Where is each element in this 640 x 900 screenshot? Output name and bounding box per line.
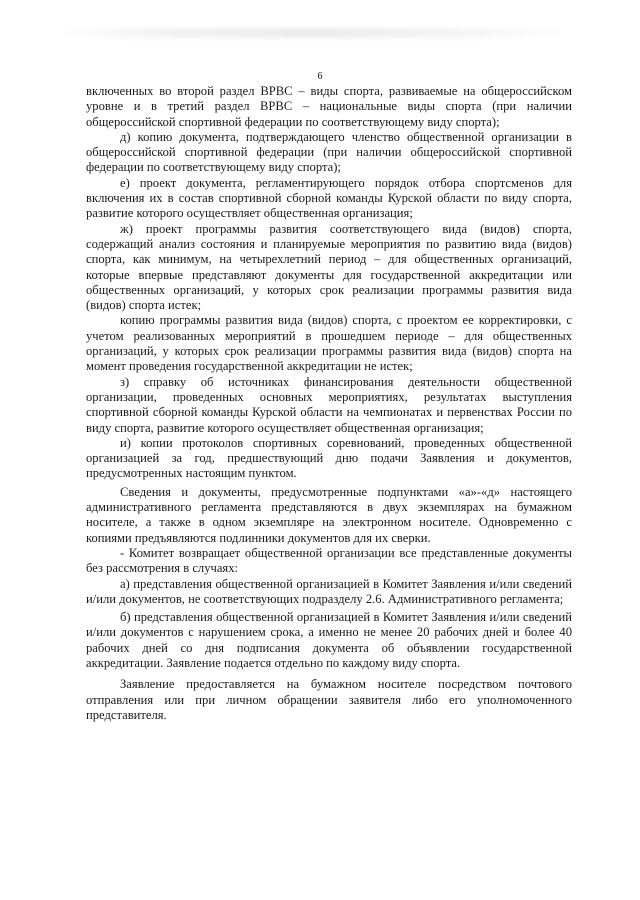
paragraph-item-d: д) копию документа, подтверждающего членство общественной организации в общероссийской спортивной федерации (при наличии общероссийской спортивной федерации по соответствующему виду спорта); bbox=[86, 129, 572, 175]
paragraph-documents-info: Сведения и документы, предусмотренные подпунктами «а»-«д» настоящего административного регламента представляются в двух экземплярах на бумажном носителе, а также в одном экземпляре на электронном носителе. Одновременно с копиями предъявляются подлинники документов для их сверки. bbox=[86, 484, 572, 545]
paragraph-program-copy: копию программы развития вида (видов) спорта, с проектом ее корректировки, с учетом реализованных мероприятий в прошедшем периоде – для общественных организаций, у которых срок реализации программы развития вида (видов) спорта на момент проведения государственной аккредитации не истек; bbox=[86, 313, 572, 374]
scan-artifact bbox=[60, 28, 570, 38]
paragraph-case-b: б) представления общественной организацией в Комитет Заявления и/или сведений и/или документов с нарушением срока, а именно не менее 20 рабочих дней и более 40 рабочих дней со дня подписания документа об объявлении государственной аккредитации. Заявление подается отдельно по каждому виду спорта. bbox=[86, 610, 572, 670]
paragraph-item-z: з) справку об источниках финансирования деятельности общественной организации, проведенных основных мероприятиях, результатах выступления спортивной сборной команды Курской области на чемпионатах и первенствах России по виду спорта, развитие которого осуществляет общественная организация; bbox=[86, 374, 572, 435]
paragraph-item-e: е) проект документа, регламентирующего порядок отбора спортсменов для включения их в состав спортивной сборной команды Курской области по виду спорта, развитие которого осуществляет общественная организация; bbox=[86, 175, 572, 221]
document-body bbox=[86, 84, 572, 723]
paragraph-item-zh: ж) проект программы развития соответствующего вида (видов) спорта, содержащий анализ состояния и планируемые мероприятия по развитию вида (видов) спорта, как минимум, на четырехлетний период – для общественных организаций, которые впервые представляют документы для государственной аккредитации или общественных организаций, у которых срок реализации программы развития вида (видов) спорта истек; bbox=[86, 221, 572, 313]
page-number: 6 bbox=[317, 71, 323, 82]
paragraph-continuation: включенных во второй раздел ВРВС – виды спорта, развиваемые на общероссийском уровне и в третий раздел ВРВС – национальные виды спорта (при наличии общероссийской спортивной федерации по соответствующему виду спорта); bbox=[86, 84, 572, 129]
paragraph-submission: Заявление предоставляется на бумажном носителе посредством почтового отправления или при личном обращении заявителя либо его уполномоченного представителя. bbox=[86, 677, 572, 722]
paragraph-case-a: а) представления общественной организацией в Комитет Заявления и/или сведений и/или документов, не соответствующих подразделу 2.6. Административного регламента; bbox=[86, 576, 572, 606]
paragraph-item-i: и) копии протоколов спортивных соревнований, проведенных общественной организацией за год, предшествующий дню подачи Заявления и документов, предусмотренных настоящим пунктом. bbox=[86, 435, 572, 481]
paragraph-return-cases: - Комитет возвращает общественной организации все представленные документы без рассмотрения в случаях: bbox=[86, 545, 572, 576]
